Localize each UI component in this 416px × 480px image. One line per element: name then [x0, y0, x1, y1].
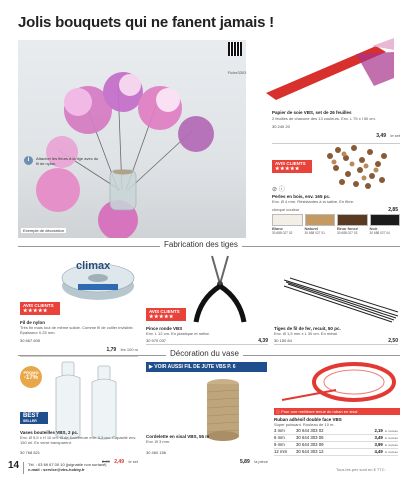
swatch-name: Brun foncé	[337, 226, 359, 231]
vases-unit: le set	[128, 459, 138, 464]
footer-note: Tous les prix sont en € TTC.	[336, 467, 386, 472]
nylon-stars: ★★★★★	[23, 308, 48, 314]
stems-ref: 30 150 84	[274, 338, 292, 343]
bead-swatches	[272, 214, 400, 236]
tape-ref: 30 644 303 06	[296, 435, 324, 440]
nylon-ref: 30 667 605	[20, 338, 41, 343]
swatch-color	[337, 214, 368, 226]
section-title-vase: Décoration du vase	[166, 349, 243, 358]
qr-code[interactable]	[228, 42, 242, 56]
safety-icons: ⊘ ⓘ	[272, 187, 285, 193]
jute-banner[interactable]	[146, 362, 267, 372]
tape-desc: Super puissant. Rouleau de 10 m.	[274, 422, 335, 427]
pliers-badge-label: AVIS CLIENTS	[149, 309, 180, 314]
tape-width: 3 mm	[274, 428, 285, 433]
tape-ref: 30 644 303 12	[296, 449, 324, 454]
tape-image	[276, 360, 400, 406]
beads-badge-label: AVIS CLIENTS	[275, 161, 306, 166]
tape-price: 3,49	[374, 435, 383, 440]
swatch-color	[370, 214, 401, 226]
footer-divider	[23, 462, 24, 474]
beads-stars: ★★★★★	[275, 166, 300, 172]
table-row	[274, 428, 398, 435]
tape-width: 9 mm	[274, 442, 285, 447]
twine-desc: Env. Ø 3 mm.	[146, 439, 171, 444]
paper-price: 3,49	[376, 133, 386, 139]
tape-size-table	[274, 428, 398, 456]
climax-logo: climax	[76, 260, 111, 272]
twine-price-row	[146, 450, 268, 468]
vases-price: 2,49	[114, 459, 124, 465]
info-icon: ⓘ	[276, 409, 282, 414]
paper-unit: le set	[390, 133, 400, 138]
stems-title: Tiges de fil de fer, recuit, 50 pc.	[274, 326, 341, 331]
footer-phone: Tél. : 03 69 67 00 10 (joignable non surtaxé)	[28, 462, 107, 467]
vases-ref: 30 768 821	[20, 450, 41, 455]
promo-label: PROMO	[23, 370, 39, 375]
twine-price: 5,89	[240, 459, 250, 465]
tape-price: 3,99	[374, 442, 383, 447]
nylon-reviews-badge	[20, 302, 60, 315]
tape-unit: le rouleau	[384, 429, 398, 433]
pliers-reviews-badge	[146, 308, 186, 321]
swatch-name: Blanc	[272, 226, 283, 231]
wood-beads-image	[318, 136, 396, 192]
photo-caption: Exemple de décoration	[23, 228, 64, 233]
table-row	[274, 449, 398, 456]
tape-title: Ruban adhésif double face VBS	[274, 417, 342, 422]
stems-price: 2,50	[388, 338, 398, 344]
info-icon: i	[24, 156, 33, 165]
twine-unit: la pièce	[254, 459, 268, 464]
nylon-badge-label: AVIS CLIENTS	[23, 303, 54, 308]
swatch-ref: 30 688 027 01	[304, 231, 325, 235]
nylon-unit: les 100 m	[120, 347, 138, 352]
pliers-desc: Env. L 12 cm. En plastique et métal.	[146, 331, 210, 336]
twine-title: Cordelette en sisal VBS, 55 m	[146, 434, 210, 439]
vases-old-price: 2,99	[102, 459, 110, 464]
bead-swatch	[337, 214, 368, 236]
swatch-color	[272, 214, 303, 226]
page-number: 14	[8, 460, 20, 471]
bead-swatch	[272, 214, 303, 236]
bestseller-badge	[20, 412, 48, 424]
hero-photo	[18, 40, 246, 238]
pliers-title: Pince ronde VBS	[146, 326, 183, 331]
nylon-title: Fil de nylon	[20, 320, 46, 325]
jute-banner-label: VOIR AUSSI FIL DE JUTE VBS P. 6	[154, 364, 236, 370]
nylon-spool-image	[60, 256, 136, 302]
swatch-ref: 30 688 027 02	[272, 231, 293, 235]
footer-email[interactable]: e-mail : service@vbs-hobby.fr	[28, 467, 85, 472]
tape-ref: 30 644 303 09	[296, 442, 324, 447]
tape-unit: le rouleau	[384, 436, 398, 440]
pliers-ref: 30 970 037	[146, 338, 167, 343]
beads-reviews-badge	[272, 160, 312, 173]
qr-label: Fiche3303	[227, 70, 247, 75]
sisal-twine-image	[200, 378, 246, 442]
paper-ref: 30 240 20	[272, 124, 290, 129]
vases-desc: Env. Ø 5,5 x H 10 cm. Ø de l'ouverture env. 3,3 cm. Capacité env. 150 ml. En verre transparent.	[20, 435, 137, 445]
arrow-icon: ▶	[149, 364, 155, 370]
info-callout: Attacher les fleurs à la tige avec du fil de nylon.	[36, 156, 99, 166]
stems-price-row	[274, 338, 398, 345]
page-number-box	[0, 460, 22, 474]
bead-swatch	[370, 214, 401, 236]
stems-desc: Env. Ø 1,5 mm x L 30 cm. En métal.	[274, 331, 338, 336]
beads-desc: Env. Ø 4 mm. Résistantes à la salive. En fibre.	[272, 199, 355, 204]
table-row	[274, 442, 398, 449]
tape-banner	[274, 408, 400, 415]
bead-swatch	[305, 214, 336, 236]
nylon-price: 1,79	[106, 347, 117, 353]
pliers-image	[190, 254, 250, 324]
swatch-ref: 30 688 027 04	[369, 231, 390, 235]
tape-price: 2,19	[374, 428, 383, 433]
vases-title: Vases bouteilles VBS, 2 pc.	[20, 430, 79, 435]
swatch-name: Noir	[369, 226, 378, 231]
paper-title: Papier de soie VBS, set de 26 feuilles	[272, 110, 352, 115]
tape-width: 6 mm	[274, 435, 285, 440]
flower-bouquet-illustration	[18, 40, 246, 238]
tape-width: 12 mm	[274, 449, 288, 454]
beads-label-row	[272, 207, 398, 213]
pliers-price: 4,39	[258, 338, 268, 344]
beads-title: Perles en bois, env. 165 pc.	[272, 194, 331, 199]
swatch-color	[305, 214, 336, 226]
bestseller-sub: SELLER	[23, 419, 37, 423]
wire-stems-image	[282, 258, 400, 324]
beads-price: 2,85	[388, 207, 398, 213]
twine-ref: 30 460 156	[146, 450, 167, 455]
swatch-name: Naturel	[304, 226, 319, 231]
tissue-paper-image	[256, 38, 396, 100]
pliers-price-row	[146, 338, 268, 345]
page-title: Jolis bouquets qui ne fanent jamais !	[18, 14, 274, 31]
swatch-ref: 30 688 027 03	[337, 231, 358, 235]
section-title-stems: Fabrication des tiges	[160, 240, 242, 249]
nylon-desc: Très fin mais tout de même solide. Comme fil de collier invisible. Épaisseur 0,25 mm.	[20, 325, 134, 335]
tape-price: 4,49	[374, 449, 383, 454]
paper-desc: 2 feuilles de chacune des 13 couleurs. Env. L 75 x l 50 cm.	[272, 116, 376, 121]
promo-discount: -17%	[23, 375, 38, 381]
tape-ref: 30 644 303 02	[296, 428, 324, 433]
tape-banner-label: Pour une meilleure tenue du ruban en sisal	[281, 409, 358, 414]
bestseller-label: BEST	[23, 413, 40, 419]
tape-unit: le rouleau	[384, 443, 398, 447]
pliers-stars: ★★★★★	[149, 314, 174, 320]
beads-label: cheque couleur	[272, 207, 300, 212]
table-row	[274, 435, 398, 442]
promo-badge	[20, 366, 42, 388]
tape-unit: le rouleau	[384, 450, 398, 454]
